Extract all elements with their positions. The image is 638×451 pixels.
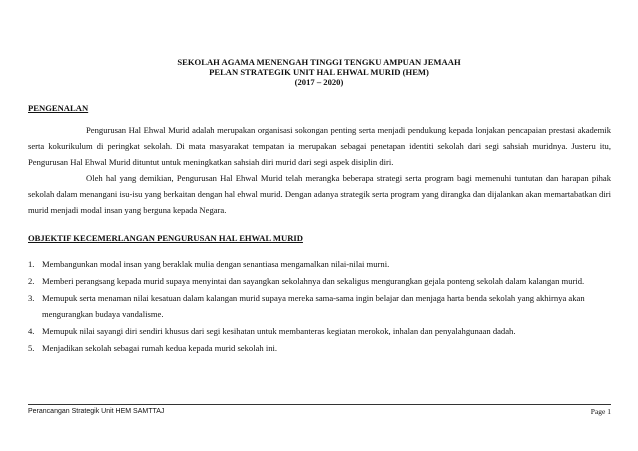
list-item xyxy=(28,323,611,339)
item-text: Menjadikan sekolah sebagai rumah kedua kepada murid sekolah ini. xyxy=(42,343,278,353)
item-number: 3. xyxy=(28,293,35,303)
item-text: Memupuk serta menaman nilai kesatuan dalam kalangan murid supaya mereka sama-sama ingin belajar dan menjaga harta benda sekolah yang akhirnya akan mengurangkan budaya vandalisme. xyxy=(42,293,585,319)
list-item xyxy=(28,273,611,289)
plan-period: (2017 – 2020) xyxy=(294,77,344,87)
objectives-list xyxy=(28,256,611,357)
plan-title: PELAN STRATEGIK UNIT HAL EHWAL MURID (HEM) xyxy=(209,67,429,77)
item-number: 1. xyxy=(28,259,35,269)
intro-paragraph-2: Oleh hal yang demikian, Pengurusan Hal Ehwal Murid telah merangka beberapa strategi serta program bagi memenuhi tuntutan dan harapan pihak sekolah dalam menangani isu-isu yang berkaitan dengan hal ehwal murid. Dengan adanya strategik serta program yang dirangka dan dijalankan akan memartabatkan diri murid menjadi modal insan yang berguna kepada Negara. xyxy=(28,173,611,215)
intro-paragraph-1: Pengurusan Hal Ehwal Murid adalah merupakan organisasi sokongan penting serta menjadi pendukung kepada lonjakan pencapaian prestasi akademik serta kokurikulum di peringkat sekolah. Di mata masyarakat tempatan ia merupakan sebagai penetapan identiti sekolah dari segi sahsiah muridnya. Justeru itu, Pengurusan Hal Ehwal Murid dituntut untuk meningkatkan sahsiah diri murid dari segi aspek disiplin diri. xyxy=(28,125,611,167)
item-text: Membangunkan modal insan yang beraklak mulia dengan senantiasa mengamalkan nilai-nilai murni. xyxy=(42,259,390,269)
item-number: 4. xyxy=(28,326,35,336)
footer-page-number: Page 1 xyxy=(590,407,611,416)
school-name: SEKOLAH AGAMA MENENGAH TINGGI TENGKU AMPUAN JEMAAH xyxy=(177,57,461,67)
item-number: 2. xyxy=(28,276,35,286)
item-text: Memberi perangsang kepada murid supaya menyintai dan sayangkan sekolahnya dan sekaligus mengurangkan gejala ponteng sekolah dalam kalangan murid. xyxy=(42,276,585,286)
intro-heading: PENGENALAN xyxy=(28,103,89,113)
footer-divider xyxy=(28,404,611,405)
list-item xyxy=(28,340,611,356)
objectives-heading: OBJEKTIF KECEMERLANGAN PENGURUSAN HAL EHWAL MURID xyxy=(28,233,303,243)
item-text: Memupuk nilai sayangi diri sendiri khusus dari segi kesihatan untuk membanteras kegiatan merokok, inhalan dan penyalahgunaan dadah. xyxy=(42,326,516,336)
document-header xyxy=(0,57,638,87)
footer-document-name: Perancangan Strategik Unit HEM SAMTTAJ xyxy=(28,408,165,415)
list-item xyxy=(28,256,611,272)
item-number: 5. xyxy=(28,343,35,353)
list-item xyxy=(28,290,611,322)
